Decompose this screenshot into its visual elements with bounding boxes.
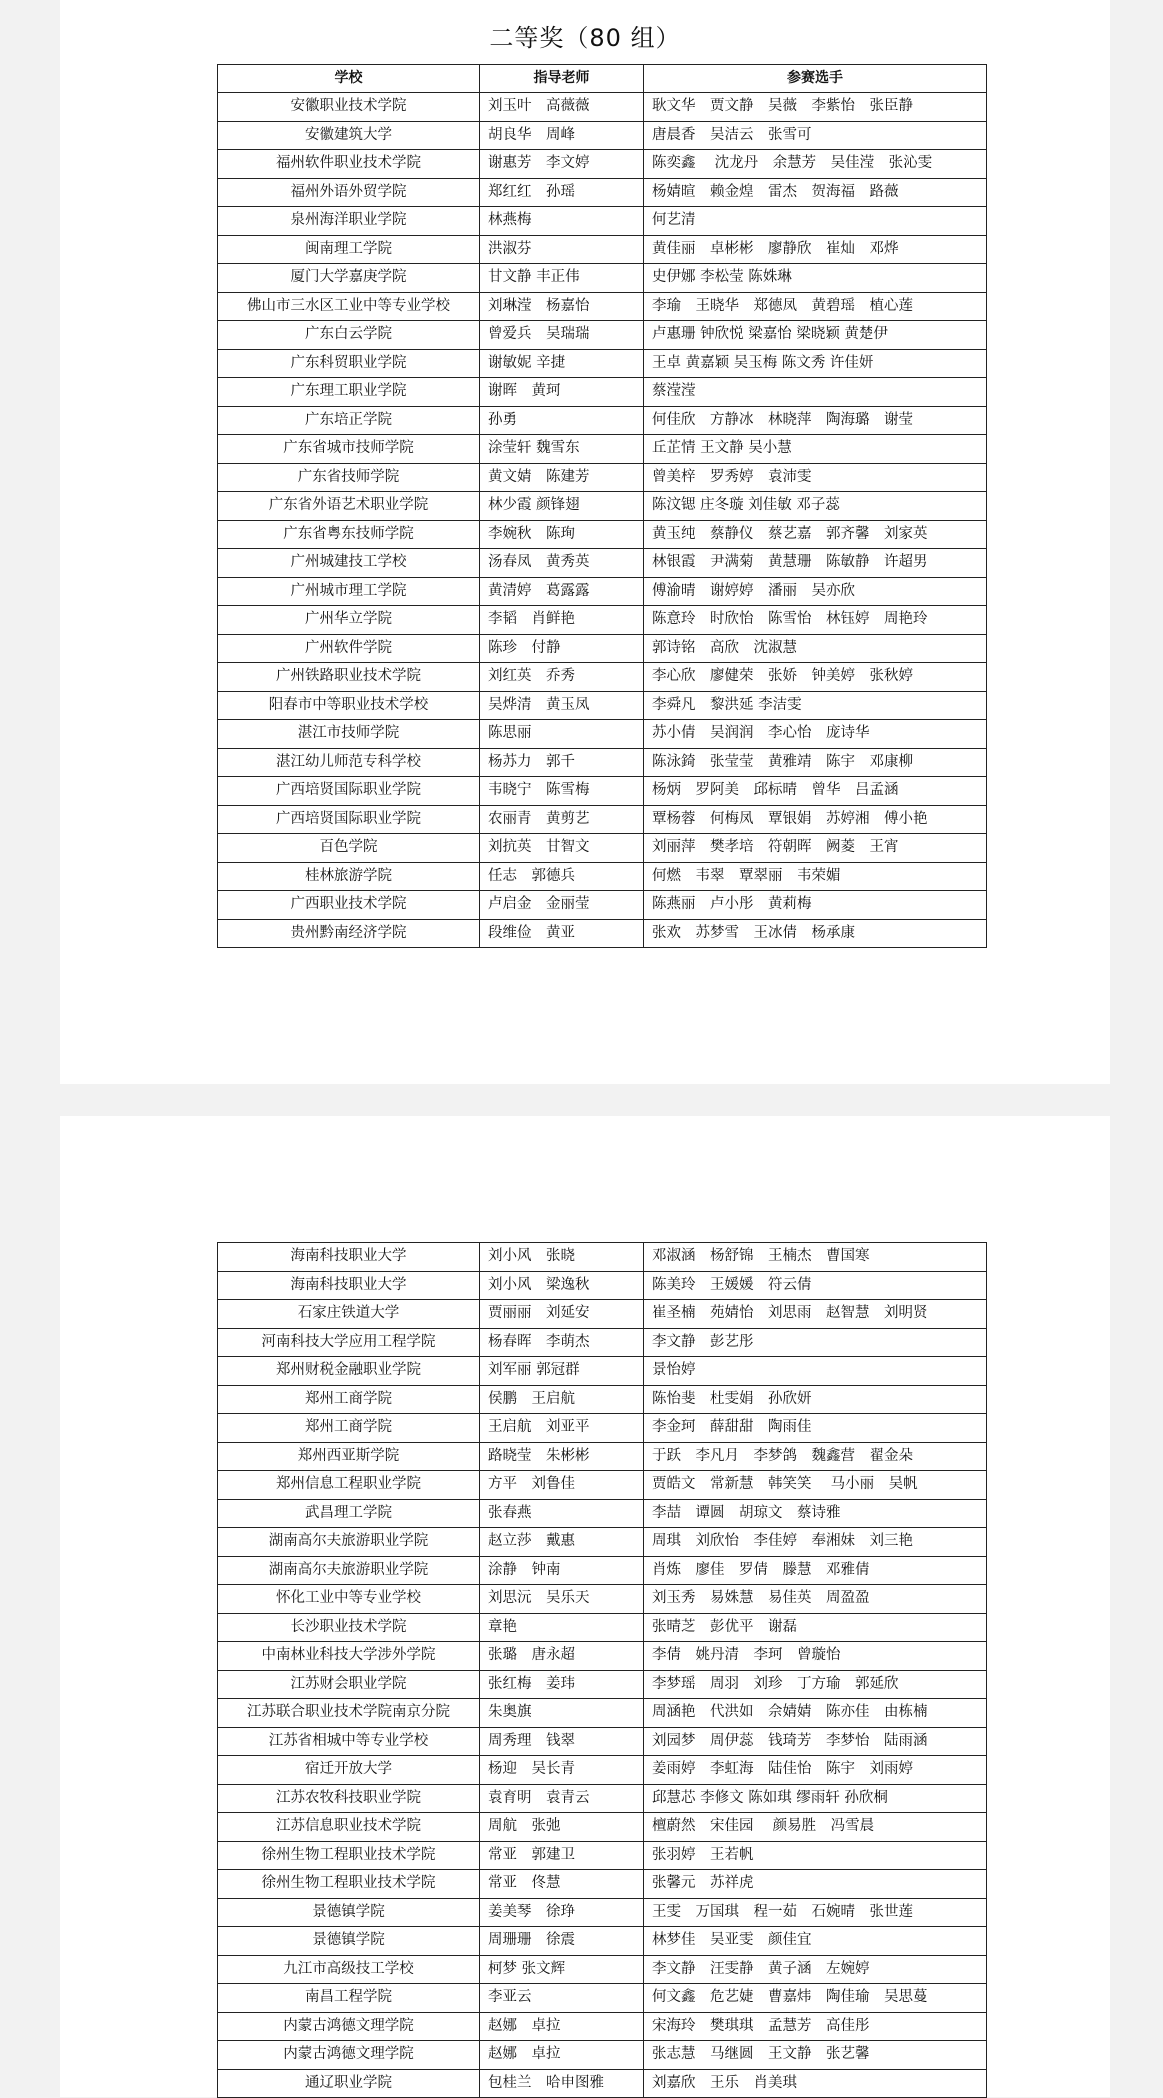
- table-row: [218, 1357, 987, 1386]
- advisor-cell: 常亚 佟慧: [480, 1870, 644, 1899]
- advisor-cell: 方平 刘鲁佳: [480, 1471, 644, 1500]
- advisor-cell: 章艳: [480, 1613, 644, 1642]
- table-row: [218, 1385, 987, 1414]
- advisor-cell: 柯梦 张文辉: [480, 1955, 644, 1984]
- table-row: [218, 1898, 987, 1927]
- school-cell: 广州华立学院: [218, 606, 480, 635]
- table-row: [218, 1585, 987, 1614]
- players-cell: 李文静 彭艺彤: [644, 1328, 987, 1357]
- advisor-cell: 林少霞 颜锋翅: [480, 492, 644, 521]
- school-cell: 广东省城市技师学院: [218, 435, 480, 464]
- advisor-cell: 刘小风 梁逸秋: [480, 1271, 644, 1300]
- school-cell: 广州城市理工学院: [218, 577, 480, 606]
- school-cell: 郑州工商学院: [218, 1414, 480, 1443]
- players-cell: 林银霞 尹满菊 黄慧珊 陈敏静 许超男: [644, 549, 987, 578]
- table-row: [218, 834, 987, 863]
- players-cell: 王卓 黄嘉颖 吴玉梅 陈文秀 许佳妍: [644, 349, 987, 378]
- players-cell: 杨炳 罗阿美 邱标晴 曾华 吕孟涵: [644, 777, 987, 806]
- advisor-cell: 谢惠芳 李文婷: [480, 150, 644, 179]
- table-row: [218, 1328, 987, 1357]
- players-cell: 李心欣 廖健荣 张娇 钟美婷 张秋婷: [644, 663, 987, 692]
- school-cell: 贵州黔南经济学院: [218, 919, 480, 948]
- table-row: [218, 862, 987, 891]
- table-row: [218, 777, 987, 806]
- school-cell: 内蒙古鸿德文理学院: [218, 2012, 480, 2041]
- table-row: [218, 1699, 987, 1728]
- school-cell: 河南科技大学应用工程学院: [218, 1328, 480, 1357]
- players-cell: 王雯 万国琪 程一茹 石婉晴 张世莲: [644, 1898, 987, 1927]
- players-cell: 刘园梦 周伊蕊 钱琦芳 李梦怡 陆雨涵: [644, 1727, 987, 1756]
- table-row: [218, 691, 987, 720]
- players-cell: 陈奕鑫 沈龙丹 余慧芳 吴佳滢 张沁雯: [644, 150, 987, 179]
- school-cell: 佛山市三水区工业中等专业学校: [218, 292, 480, 321]
- table-row: [218, 235, 987, 264]
- players-cell: 郭诗铭 高欣 沈淑慧: [644, 634, 987, 663]
- table-row: [218, 1756, 987, 1785]
- players-cell: 何艺清: [644, 207, 987, 236]
- table-row: [218, 2012, 987, 2041]
- advisor-cell: 胡良华 周峰: [480, 121, 644, 150]
- advisor-cell: 陈珍 付静: [480, 634, 644, 663]
- school-cell: 内蒙古鸿德文理学院: [218, 2041, 480, 2070]
- advisor-cell: 农丽青 黄剪艺: [480, 805, 644, 834]
- document-page-1: [60, 0, 1110, 1084]
- players-cell: 张馨元 苏祥虎: [644, 1870, 987, 1899]
- table-row: [218, 1442, 987, 1471]
- advisor-cell: 陈思丽: [480, 720, 644, 749]
- school-cell: 郑州西亚斯学院: [218, 1442, 480, 1471]
- advisor-cell: 谢晖 黄珂: [480, 378, 644, 407]
- advisor-cell: 侯鹏 王启航: [480, 1385, 644, 1414]
- table-row: [218, 1300, 987, 1329]
- players-cell: 苏小倩 吴润润 李心怡 庞诗华: [644, 720, 987, 749]
- table-row: [218, 1841, 987, 1870]
- advisor-cell: 袁育明 袁青云: [480, 1784, 644, 1813]
- school-cell: 武昌理工学院: [218, 1499, 480, 1528]
- table-row: [218, 748, 987, 777]
- table-row: [218, 549, 987, 578]
- advisor-cell: 卢启金 金丽莹: [480, 891, 644, 920]
- school-cell: 广州铁路职业技术学院: [218, 663, 480, 692]
- table-row: [218, 919, 987, 948]
- school-cell: 广州城建技工学校: [218, 549, 480, 578]
- table-row: [218, 520, 987, 549]
- school-cell: 安徽建筑大学: [218, 121, 480, 150]
- school-cell: 景德镇学院: [218, 1898, 480, 1927]
- advisor-cell: 包桂兰 哈申图雅: [480, 2069, 644, 2098]
- advisor-cell: 韦晓宁 陈雪梅: [480, 777, 644, 806]
- table-row: [218, 891, 987, 920]
- school-cell: 怀化工业中等专业学校: [218, 1585, 480, 1614]
- school-cell: 广东省技师学院: [218, 463, 480, 492]
- advisor-cell: 涂静 钟南: [480, 1556, 644, 1585]
- school-cell: 江苏农牧科技职业学院: [218, 1784, 480, 1813]
- school-cell: 中南林业科技大学涉外学院: [218, 1642, 480, 1671]
- advisor-cell: 周航 张弛: [480, 1813, 644, 1842]
- players-cell: 李瑜 王晓华 郑德凤 黄碧瑶 植心莲: [644, 292, 987, 321]
- award-table-page-2: [217, 1242, 987, 2098]
- players-cell: 林梦佳 吴亚雯 颜佳宜: [644, 1927, 987, 1956]
- school-cell: 南昌工程学院: [218, 1984, 480, 2013]
- advisor-cell: 路晓莹 朱彬彬: [480, 1442, 644, 1471]
- players-cell: 陈意玲 时欣怡 陈雪怡 林钰婷 周艳玲: [644, 606, 987, 635]
- players-cell: 邓淑涵 杨舒锦 王楠杰 曹国寒: [644, 1243, 987, 1272]
- school-cell: 郑州财税金融职业学院: [218, 1357, 480, 1386]
- table-row: [218, 93, 987, 122]
- school-cell: 百色学院: [218, 834, 480, 863]
- advisor-cell: 姜美琴 徐琤: [480, 1898, 644, 1927]
- table-row: [218, 1670, 987, 1699]
- school-cell: 宿迁开放大学: [218, 1756, 480, 1785]
- table-row: [218, 178, 987, 207]
- table-row: [218, 1870, 987, 1899]
- players-cell: 李梦瑶 周羽 刘珍 丁方瑜 郭延欣: [644, 1670, 987, 1699]
- award-title: 二等奖（80 组）: [489, 24, 681, 52]
- players-cell: 黄玉纯 蔡静仪 蔡艺嘉 郭齐馨 刘家英: [644, 520, 987, 549]
- table-row: [218, 1556, 987, 1585]
- school-cell: 广东理工职业学院: [218, 378, 480, 407]
- players-cell: 邱慧芯 李修文 陈如琪 缪雨轩 孙欣桐: [644, 1784, 987, 1813]
- school-cell: 景德镇学院: [218, 1927, 480, 1956]
- school-cell: 厦门大学嘉庚学院: [218, 264, 480, 293]
- players-cell: 陈美玲 王媛媛 符云倩: [644, 1271, 987, 1300]
- players-cell: 张羽婷 王若帆: [644, 1841, 987, 1870]
- advisor-cell: 周秀理 钱翠: [480, 1727, 644, 1756]
- school-cell: 闽南理工学院: [218, 235, 480, 264]
- table-row: [218, 207, 987, 236]
- school-cell: 海南科技职业大学: [218, 1271, 480, 1300]
- players-cell: 何佳欣 方静冰 林晓萍 陶海璐 谢莹: [644, 406, 987, 435]
- players-cell: 姜雨婷 李虹海 陆佳怡 陈宇 刘雨婷: [644, 1756, 987, 1785]
- advisor-cell: 赵娜 卓拉: [480, 2041, 644, 2070]
- players-cell: 卢惠珊 钟欣悦 梁嘉怡 梁晓颖 黄楚伊: [644, 321, 987, 350]
- school-cell: 郑州工商学院: [218, 1385, 480, 1414]
- document-page-2: [60, 1116, 1110, 2097]
- school-cell: 安徽职业技术学院: [218, 93, 480, 122]
- award-table-page-1: [217, 64, 987, 948]
- players-cell: 黄佳丽 卓彬彬 廖静欣 崔灿 邓烨: [644, 235, 987, 264]
- school-cell: 湖南高尔夫旅游职业学院: [218, 1556, 480, 1585]
- school-cell: 阳春市中等职业技术学校: [218, 691, 480, 720]
- players-cell: 景怡婷: [644, 1357, 987, 1386]
- advisor-cell: 黄清婷 葛露露: [480, 577, 644, 606]
- school-cell: 徐州生物工程职业技术学院: [218, 1841, 480, 1870]
- school-cell: 广西培贤国际职业学院: [218, 805, 480, 834]
- school-cell: 广东科贸职业学院: [218, 349, 480, 378]
- school-cell: 徐州生物工程职业技术学院: [218, 1870, 480, 1899]
- school-cell: 石家庄铁道大学: [218, 1300, 480, 1329]
- advisor-cell: 朱奥旗: [480, 1699, 644, 1728]
- school-cell: 郑州信息工程职业学院: [218, 1471, 480, 1500]
- players-cell: 李倩 姚丹清 李珂 曾璇怡: [644, 1642, 987, 1671]
- advisor-cell: 刘琳滢 杨嘉怡: [480, 292, 644, 321]
- advisor-cell: 汤春凤 黄秀英: [480, 549, 644, 578]
- advisor-cell: 刘红英 乔秀: [480, 663, 644, 692]
- advisor-cell: 郑红红 孙瑶: [480, 178, 644, 207]
- advisor-cell: 甘文静 丰正伟: [480, 264, 644, 293]
- players-cell: 陈泳錡 张莹莹 黄雅靖 陈宇 邓康柳: [644, 748, 987, 777]
- players-cell: 张志慧 马继圆 王文静 张艺馨: [644, 2041, 987, 2070]
- advisor-cell: 曾爱兵 吴瑞瑞: [480, 321, 644, 350]
- advisor-cell: 黄文婧 陈建芳: [480, 463, 644, 492]
- school-cell: 福州软件职业技术学院: [218, 150, 480, 179]
- advisor-cell: 赵娜 卓拉: [480, 2012, 644, 2041]
- players-cell: 周涵艳 代洪如 佘婧婧 陈亦佳 由栋楠: [644, 1699, 987, 1728]
- players-cell: 宋海玲 樊琪琪 孟慧芳 高佳彤: [644, 2012, 987, 2041]
- players-cell: 刘丽萍 樊孝培 符朝晖 阙菱 王宵: [644, 834, 987, 863]
- advisor-cell: 张春燕: [480, 1499, 644, 1528]
- school-cell: 桂林旅游学院: [218, 862, 480, 891]
- advisor-cell: 刘小风 张晓: [480, 1243, 644, 1272]
- advisor-cell: 段维俭 黄亚: [480, 919, 644, 948]
- players-cell: 傅渝晴 谢婷婷 潘丽 吴亦欣: [644, 577, 987, 606]
- advisor-cell: 吴烨清 黄玉凤: [480, 691, 644, 720]
- players-cell: 刘嘉欣 王乐 肖美琪: [644, 2069, 987, 2098]
- table-row: [218, 1499, 987, 1528]
- table-row: [218, 2041, 987, 2070]
- advisor-cell: 刘抗英 甘智文: [480, 834, 644, 863]
- players-cell: 周琪 刘欣怡 李佳婷 奉湘妹 刘三艳: [644, 1528, 987, 1557]
- table-row: [218, 1414, 987, 1443]
- table-row: [218, 1927, 987, 1956]
- players-cell: 于跃 李凡月 李梦鸽 魏鑫营 翟金朵: [644, 1442, 987, 1471]
- players-cell: 李舜凡 黎洪延 李洁雯: [644, 691, 987, 720]
- table-row: [218, 634, 987, 663]
- advisor-cell: 杨苏力 郭千: [480, 748, 644, 777]
- advisor-cell: 刘玉叶 高薇薇: [480, 93, 644, 122]
- advisor-cell: 谢敏妮 辛捷: [480, 349, 644, 378]
- table-row: [218, 1243, 987, 1272]
- players-cell: 覃杨蓉 何梅凤 覃银娟 苏婷湘 傅小艳: [644, 805, 987, 834]
- advisor-cell: 赵立莎 戴惠: [480, 1528, 644, 1557]
- table-row: [218, 1471, 987, 1500]
- school-cell: 江苏省相城中等专业学校: [218, 1727, 480, 1756]
- players-cell: 何文鑫 危艺婕 曹嘉炜 陶佳瑜 吴思蔓: [644, 1984, 987, 2013]
- advisor-cell: 李韬 肖鲜艳: [480, 606, 644, 635]
- table-row: [218, 577, 987, 606]
- advisor-cell: 刘军丽 郭冠群: [480, 1357, 644, 1386]
- table-row: [218, 663, 987, 692]
- players-cell: 崔圣楠 苑婧怡 刘思雨 赵智慧 刘明贤: [644, 1300, 987, 1329]
- table-row: [218, 1271, 987, 1300]
- advisor-cell: 常亚 郭建卫: [480, 1841, 644, 1870]
- players-cell: 陈汶锶 庄冬璇 刘佳敏 邓子蕊: [644, 492, 987, 521]
- school-cell: 福州外语外贸学院: [218, 178, 480, 207]
- header-advisor: 指导老师: [480, 65, 644, 93]
- advisor-cell: 周珊珊 徐震: [480, 1927, 644, 1956]
- header-school: 学校: [218, 65, 480, 93]
- advisor-cell: 张红梅 姜玮: [480, 1670, 644, 1699]
- header-players: 参赛选手: [644, 65, 987, 93]
- players-cell: 丘芷情 王文静 吴小慧: [644, 435, 987, 464]
- players-cell: 檀蔚然 宋佳园 颜易胜 冯雪晨: [644, 1813, 987, 1842]
- table-row: [218, 1613, 987, 1642]
- school-cell: 广西培贤国际职业学院: [218, 777, 480, 806]
- school-cell: 海南科技职业大学: [218, 1243, 480, 1272]
- players-cell: 陈燕丽 卢小彤 黄莉梅: [644, 891, 987, 920]
- table-row: [218, 349, 987, 378]
- school-cell: 江苏信息职业技术学院: [218, 1813, 480, 1842]
- table-row: [218, 1984, 987, 2013]
- players-cell: 李文静 汪雯静 黄子涵 左婉婷: [644, 1955, 987, 1984]
- advisor-cell: 孙勇: [480, 406, 644, 435]
- players-cell: 史伊娜 李松莹 陈姝琳: [644, 264, 987, 293]
- players-cell: 李喆 谭圆 胡琼文 蔡诗雅: [644, 1499, 987, 1528]
- table-row: [218, 150, 987, 179]
- table-row: [218, 264, 987, 293]
- table-row: [218, 492, 987, 521]
- table-row: [218, 1784, 987, 1813]
- players-cell: 唐晨香 吴洁云 张雪可: [644, 121, 987, 150]
- players-cell: 蔡滢滢: [644, 378, 987, 407]
- players-cell: 张晴芝 彭优平 谢磊: [644, 1613, 987, 1642]
- advisor-cell: 王启航 刘亚平: [480, 1414, 644, 1443]
- players-cell: 何燃 韦翠 覃翠丽 韦荣媚: [644, 862, 987, 891]
- school-cell: 泉州海洋职业学院: [218, 207, 480, 236]
- school-cell: 湛江市技师学院: [218, 720, 480, 749]
- players-cell: 张欢 苏梦雪 王冰倩 杨承康: [644, 919, 987, 948]
- advisor-cell: 洪淑芬: [480, 235, 644, 264]
- table-header-row: [218, 65, 987, 93]
- advisor-cell: 贾丽丽 刘延安: [480, 1300, 644, 1329]
- table-row: [218, 1642, 987, 1671]
- school-cell: 广东省外语艺术职业学院: [218, 492, 480, 521]
- school-cell: 广西职业技术学院: [218, 891, 480, 920]
- advisor-cell: 林燕梅: [480, 207, 644, 236]
- table-row: [218, 121, 987, 150]
- table-row: [218, 406, 987, 435]
- players-cell: 杨婧暄 赖金煌 雷杰 贺海福 路薇: [644, 178, 987, 207]
- school-cell: 湛江幼儿师范专科学校: [218, 748, 480, 777]
- table-row: [218, 435, 987, 464]
- school-cell: 长沙职业技术学院: [218, 1613, 480, 1642]
- advisor-cell: 任志 郭德兵: [480, 862, 644, 891]
- players-cell: 肖炼 廖佳 罗倩 滕慧 邓雅倩: [644, 1556, 987, 1585]
- advisor-cell: 刘思沅 吴乐天: [480, 1585, 644, 1614]
- table-row: [218, 292, 987, 321]
- table-row: [218, 1528, 987, 1557]
- school-cell: 湖南高尔夫旅游职业学院: [218, 1528, 480, 1557]
- players-cell: 刘玉秀 易姝慧 易佳英 周盈盈: [644, 1585, 987, 1614]
- advisor-cell: 李婉秋 陈珣: [480, 520, 644, 549]
- school-cell: 广东省粤东技师学院: [218, 520, 480, 549]
- advisor-cell: 李亚云: [480, 1984, 644, 2013]
- table-row: [218, 606, 987, 635]
- players-cell: 耿文华 贾文静 吴薇 李紫怡 张臣静: [644, 93, 987, 122]
- table-row: [218, 1813, 987, 1842]
- advisor-cell: 杨迎 吴长青: [480, 1756, 644, 1785]
- school-cell: 广东白云学院: [218, 321, 480, 350]
- players-cell: 陈怡斐 杜雯娟 孙欣妍: [644, 1385, 987, 1414]
- table-row: [218, 321, 987, 350]
- advisor-cell: 张璐 唐永超: [480, 1642, 644, 1671]
- school-cell: 广州软件学院: [218, 634, 480, 663]
- school-cell: 通辽职业学院: [218, 2069, 480, 2098]
- school-cell: 江苏财会职业学院: [218, 1670, 480, 1699]
- players-cell: 贾皓文 常新慧 韩笑笑 马小丽 吴帆: [644, 1471, 987, 1500]
- table-row: [218, 1955, 987, 1984]
- table-row: [218, 463, 987, 492]
- advisor-cell: 杨春晖 李萌杰: [480, 1328, 644, 1357]
- table-row: [218, 720, 987, 749]
- advisor-cell: 涂莹轩 魏雪东: [480, 435, 644, 464]
- school-cell: 九江市高级技工学校: [218, 1955, 480, 1984]
- table-row: [218, 805, 987, 834]
- table-row: [218, 2069, 987, 2098]
- school-cell: 江苏联合职业技术学院南京分院: [218, 1699, 480, 1728]
- table-row: [218, 1727, 987, 1756]
- players-cell: 曾美梓 罗秀婷 袁沛雯: [644, 463, 987, 492]
- players-cell: 李金珂 薛甜甜 陶雨佳: [644, 1414, 987, 1443]
- school-cell: 广东培正学院: [218, 406, 480, 435]
- table-row: [218, 378, 987, 407]
